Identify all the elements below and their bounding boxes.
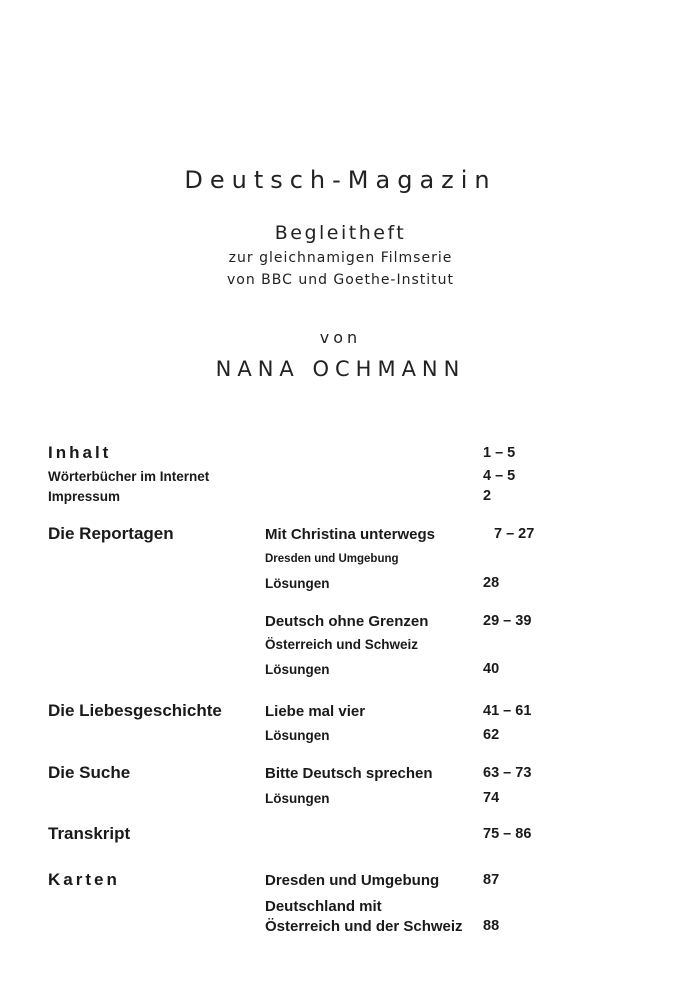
toc-bitte-pages: 63 – 73 xyxy=(483,765,532,781)
toc-loesungen-1-page: 28 xyxy=(483,575,500,591)
toc-liebe-pages: 41 – 61 xyxy=(483,703,532,719)
toc-inhalt-pages: 1 – 5 xyxy=(483,445,516,461)
toc-christina-pages: 7 – 27 xyxy=(494,526,535,542)
toc-woerterbuecher-pages: 4 – 5 xyxy=(483,468,516,484)
toc-grenzen: Deutsch ohne Grenzen xyxy=(265,613,429,630)
document-subtitle: Begleitheft xyxy=(274,222,407,244)
toc-grenzen-pages: 29 – 39 xyxy=(483,613,532,629)
subtitle-line-1: zur gleichnamigen Filmserie xyxy=(228,250,453,266)
toc-karten: Karten xyxy=(48,870,120,889)
toc-dresden-umgebung-small: Dresden und Umgebung xyxy=(265,553,399,565)
toc-loesungen-2-page: 40 xyxy=(483,661,500,677)
toc-liebe: Liebe mal vier xyxy=(265,703,366,720)
document-title: Deutsch-Magazin xyxy=(184,166,497,194)
by-label: von xyxy=(319,328,362,347)
toc-bitte: Bitte Deutsch sprechen xyxy=(265,765,433,782)
toc-loesungen-3-page: 62 xyxy=(483,727,500,743)
toc-inhalt: Inhalt xyxy=(48,443,112,462)
toc-loesungen-1: Lösungen xyxy=(265,576,330,591)
toc-impressum-page: 2 xyxy=(483,488,492,504)
toc-karte-2-line-2: Österreich und der Schweiz xyxy=(265,918,463,935)
toc-transkript-pages: 75 – 86 xyxy=(483,826,532,842)
toc-impressum: Impressum xyxy=(48,489,121,504)
toc-reportagen: Die Reportagen xyxy=(48,524,174,543)
toc-oesterreich-schweiz: Österreich und Schweiz xyxy=(265,637,419,652)
toc-karte-1-page: 87 xyxy=(483,872,500,888)
toc-loesungen-2: Lösungen xyxy=(265,662,330,677)
toc-loesungen-3: Lösungen xyxy=(265,728,330,743)
toc-suche: Die Suche xyxy=(48,763,131,782)
toc-loesungen-4: Lösungen xyxy=(265,791,330,806)
toc-karte-1: Dresden und Umgebung xyxy=(265,872,440,889)
author-name: NANA OCHMANN xyxy=(215,357,466,381)
toc-karte-2-page: 88 xyxy=(483,918,500,934)
toc-loesungen-4-page: 74 xyxy=(483,790,500,806)
toc-liebesgeschichte: Die Liebesgeschichte xyxy=(48,701,222,720)
toc-transkript: Transkript xyxy=(48,824,131,843)
toc-woerterbuecher: Wörterbücher im Internet xyxy=(48,469,210,484)
subtitle-line-2: von BBC und Goethe-Institut xyxy=(226,272,455,288)
toc-christina: Mit Christina unterwegs xyxy=(265,526,436,543)
toc-karte-2-line-1: Deutschland mit xyxy=(265,898,382,915)
